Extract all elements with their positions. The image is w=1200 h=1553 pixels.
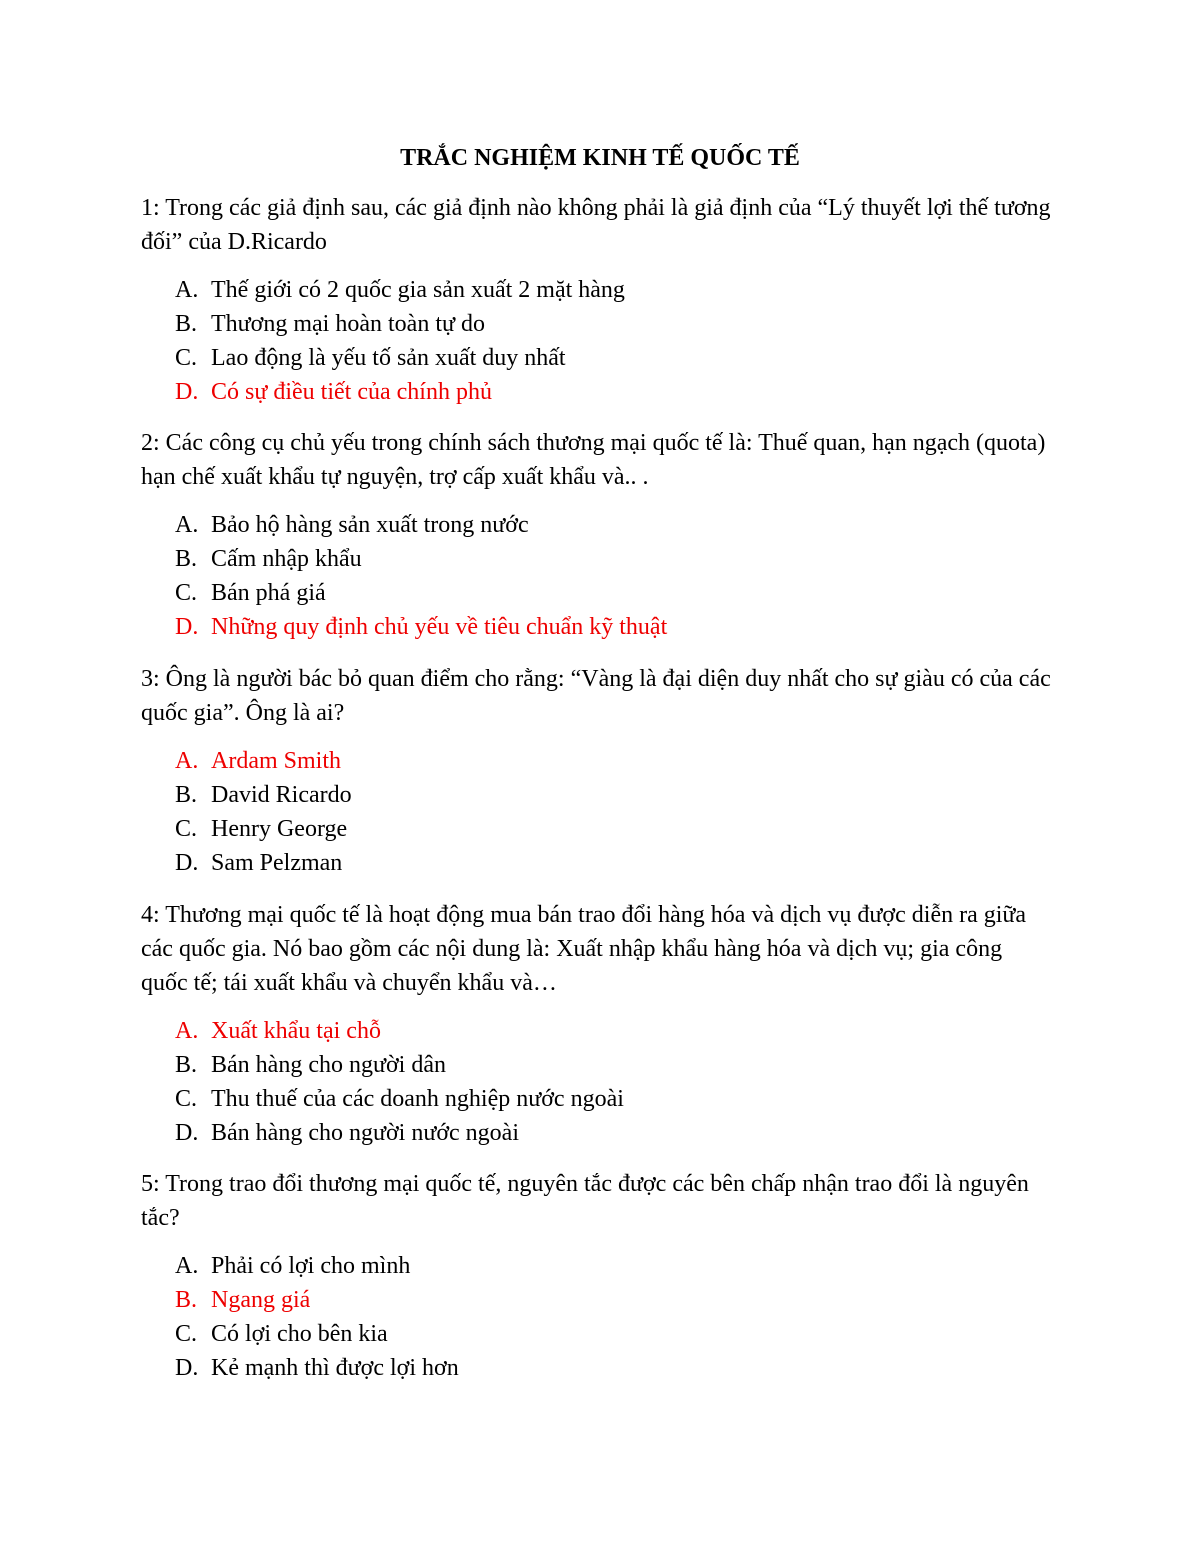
option-letter: B.: [175, 1052, 198, 1078]
option-letter: D.: [175, 1355, 199, 1381]
question-text: 5: Trong trao đổi thương mại quốc tế, nguyên tắc được các bên chấp nhận trao đổi là nguyên tắc?: [141, 1171, 1029, 1231]
option-text: Lao động là yếu tố sản xuất duy nhất: [211, 345, 566, 371]
option-c: [175, 341, 1051, 375]
option-letter: D.: [175, 850, 199, 876]
option-letter: C.: [175, 816, 198, 842]
question-5: [141, 1167, 1051, 1385]
option-letter: B.: [175, 546, 198, 572]
option-b: [175, 1283, 1051, 1317]
question-text: 3: Ông là người bác bỏ quan điểm cho rằng: “Vàng là đại diện duy nhất cho sự giàu có của các quốc gia”. Ông là ai?: [141, 666, 1051, 726]
option-text: Henry George: [211, 816, 348, 842]
option-text: Bảo hộ hàng sản xuất trong nước: [211, 512, 529, 538]
option-text: Có sự điều tiết của chính phủ: [211, 379, 492, 405]
option-d: [175, 610, 1051, 644]
option-list: [141, 508, 1051, 644]
option-text: Bán hàng cho người dân: [211, 1052, 446, 1078]
option-a: [175, 1249, 1051, 1283]
option-text: Sam Pelzman: [211, 850, 343, 876]
option-text: Có lợi cho bên kia: [211, 1321, 388, 1347]
option-text: David Ricardo: [211, 782, 352, 808]
option-letter: A.: [175, 277, 199, 303]
option-list: [141, 273, 1051, 409]
option-text: Những quy định chủ yếu về tiêu chuẩn kỹ thuật: [211, 614, 668, 640]
option-text: Bán hàng cho người nước ngoài: [211, 1120, 520, 1146]
option-b: [175, 307, 1051, 341]
option-text: Phải có lợi cho mình: [211, 1253, 411, 1279]
option-letter: C.: [175, 580, 198, 606]
option-letter: A.: [175, 512, 199, 538]
option-d: [175, 1351, 1051, 1385]
option-letter: A.: [175, 1253, 199, 1279]
option-letter: B.: [175, 1287, 198, 1313]
option-b: [175, 542, 1051, 576]
question-text: 2: Các công cụ chủ yếu trong chính sách thương mại quốc tế là: Thuế quan, hạn ngạch (quota) hạn chế xuất khẩu tự nguyện, trợ cấp xuất khẩu và.. .: [141, 430, 1046, 490]
option-text: Thu thuế của các doanh nghiệp nước ngoài: [211, 1086, 624, 1112]
option-text: Thương mại hoàn toàn tự do: [211, 311, 485, 337]
option-text: Cấm nhập khẩu: [211, 546, 362, 572]
question-4: [141, 898, 1051, 1150]
option-b: [175, 778, 1051, 812]
option-c: [175, 812, 1051, 846]
question-2: [141, 426, 1051, 644]
option-text: Ardam Smith: [211, 748, 341, 774]
option-b: [175, 1048, 1051, 1082]
option-letter: C.: [175, 1086, 198, 1112]
option-letter: D.: [175, 1120, 199, 1146]
option-letter: C.: [175, 1321, 198, 1347]
option-text: Thế giới có 2 quốc gia sản xuất 2 mặt hàng: [211, 277, 625, 303]
option-d: [175, 846, 1051, 880]
option-a: [175, 273, 1051, 307]
option-letter: D.: [175, 379, 199, 405]
option-letter: C.: [175, 345, 198, 371]
option-list: [141, 1014, 1051, 1150]
option-c: [175, 1317, 1051, 1351]
option-d: [175, 1116, 1051, 1150]
option-a: [175, 744, 1051, 778]
option-letter: B.: [175, 311, 198, 337]
option-letter: A.: [175, 748, 199, 774]
option-text: Bán phá giá: [211, 580, 326, 606]
option-letter: B.: [175, 782, 198, 808]
option-list: [141, 744, 1051, 880]
option-text: Xuất khẩu tại chỗ: [211, 1018, 381, 1044]
option-d: [175, 375, 1051, 409]
option-a: [175, 508, 1051, 542]
option-a: [175, 1014, 1051, 1048]
question-text: 4: Thương mại quốc tế là hoạt động mua bán trao đổi hàng hóa và dịch vụ được diễn ra giữa các quốc gia. Nó bao gồm các nội dung là: Xuất nhập khẩu hàng hóa và dịch vụ; gia công quốc tế; tái xuất khẩu và chuyển khẩu và…: [141, 902, 1027, 996]
page-title: TRẮC NGHIỆM KINH TẾ QUỐC TẾ: [400, 145, 800, 171]
option-text: Kẻ mạnh thì được lợi hơn: [211, 1355, 459, 1381]
option-c: [175, 576, 1051, 610]
option-letter: D.: [175, 614, 199, 640]
question-1: [141, 191, 1051, 409]
question-3: [141, 662, 1051, 880]
option-letter: A.: [175, 1018, 199, 1044]
option-list: [141, 1249, 1051, 1385]
option-text: Ngang giá: [211, 1287, 311, 1313]
question-text: 1: Trong các giả định sau, các giả định nào không phải là giả định của “Lý thuyết lợi thế tương đối” của D.Ricardo: [141, 195, 1051, 255]
option-c: [175, 1082, 1051, 1116]
